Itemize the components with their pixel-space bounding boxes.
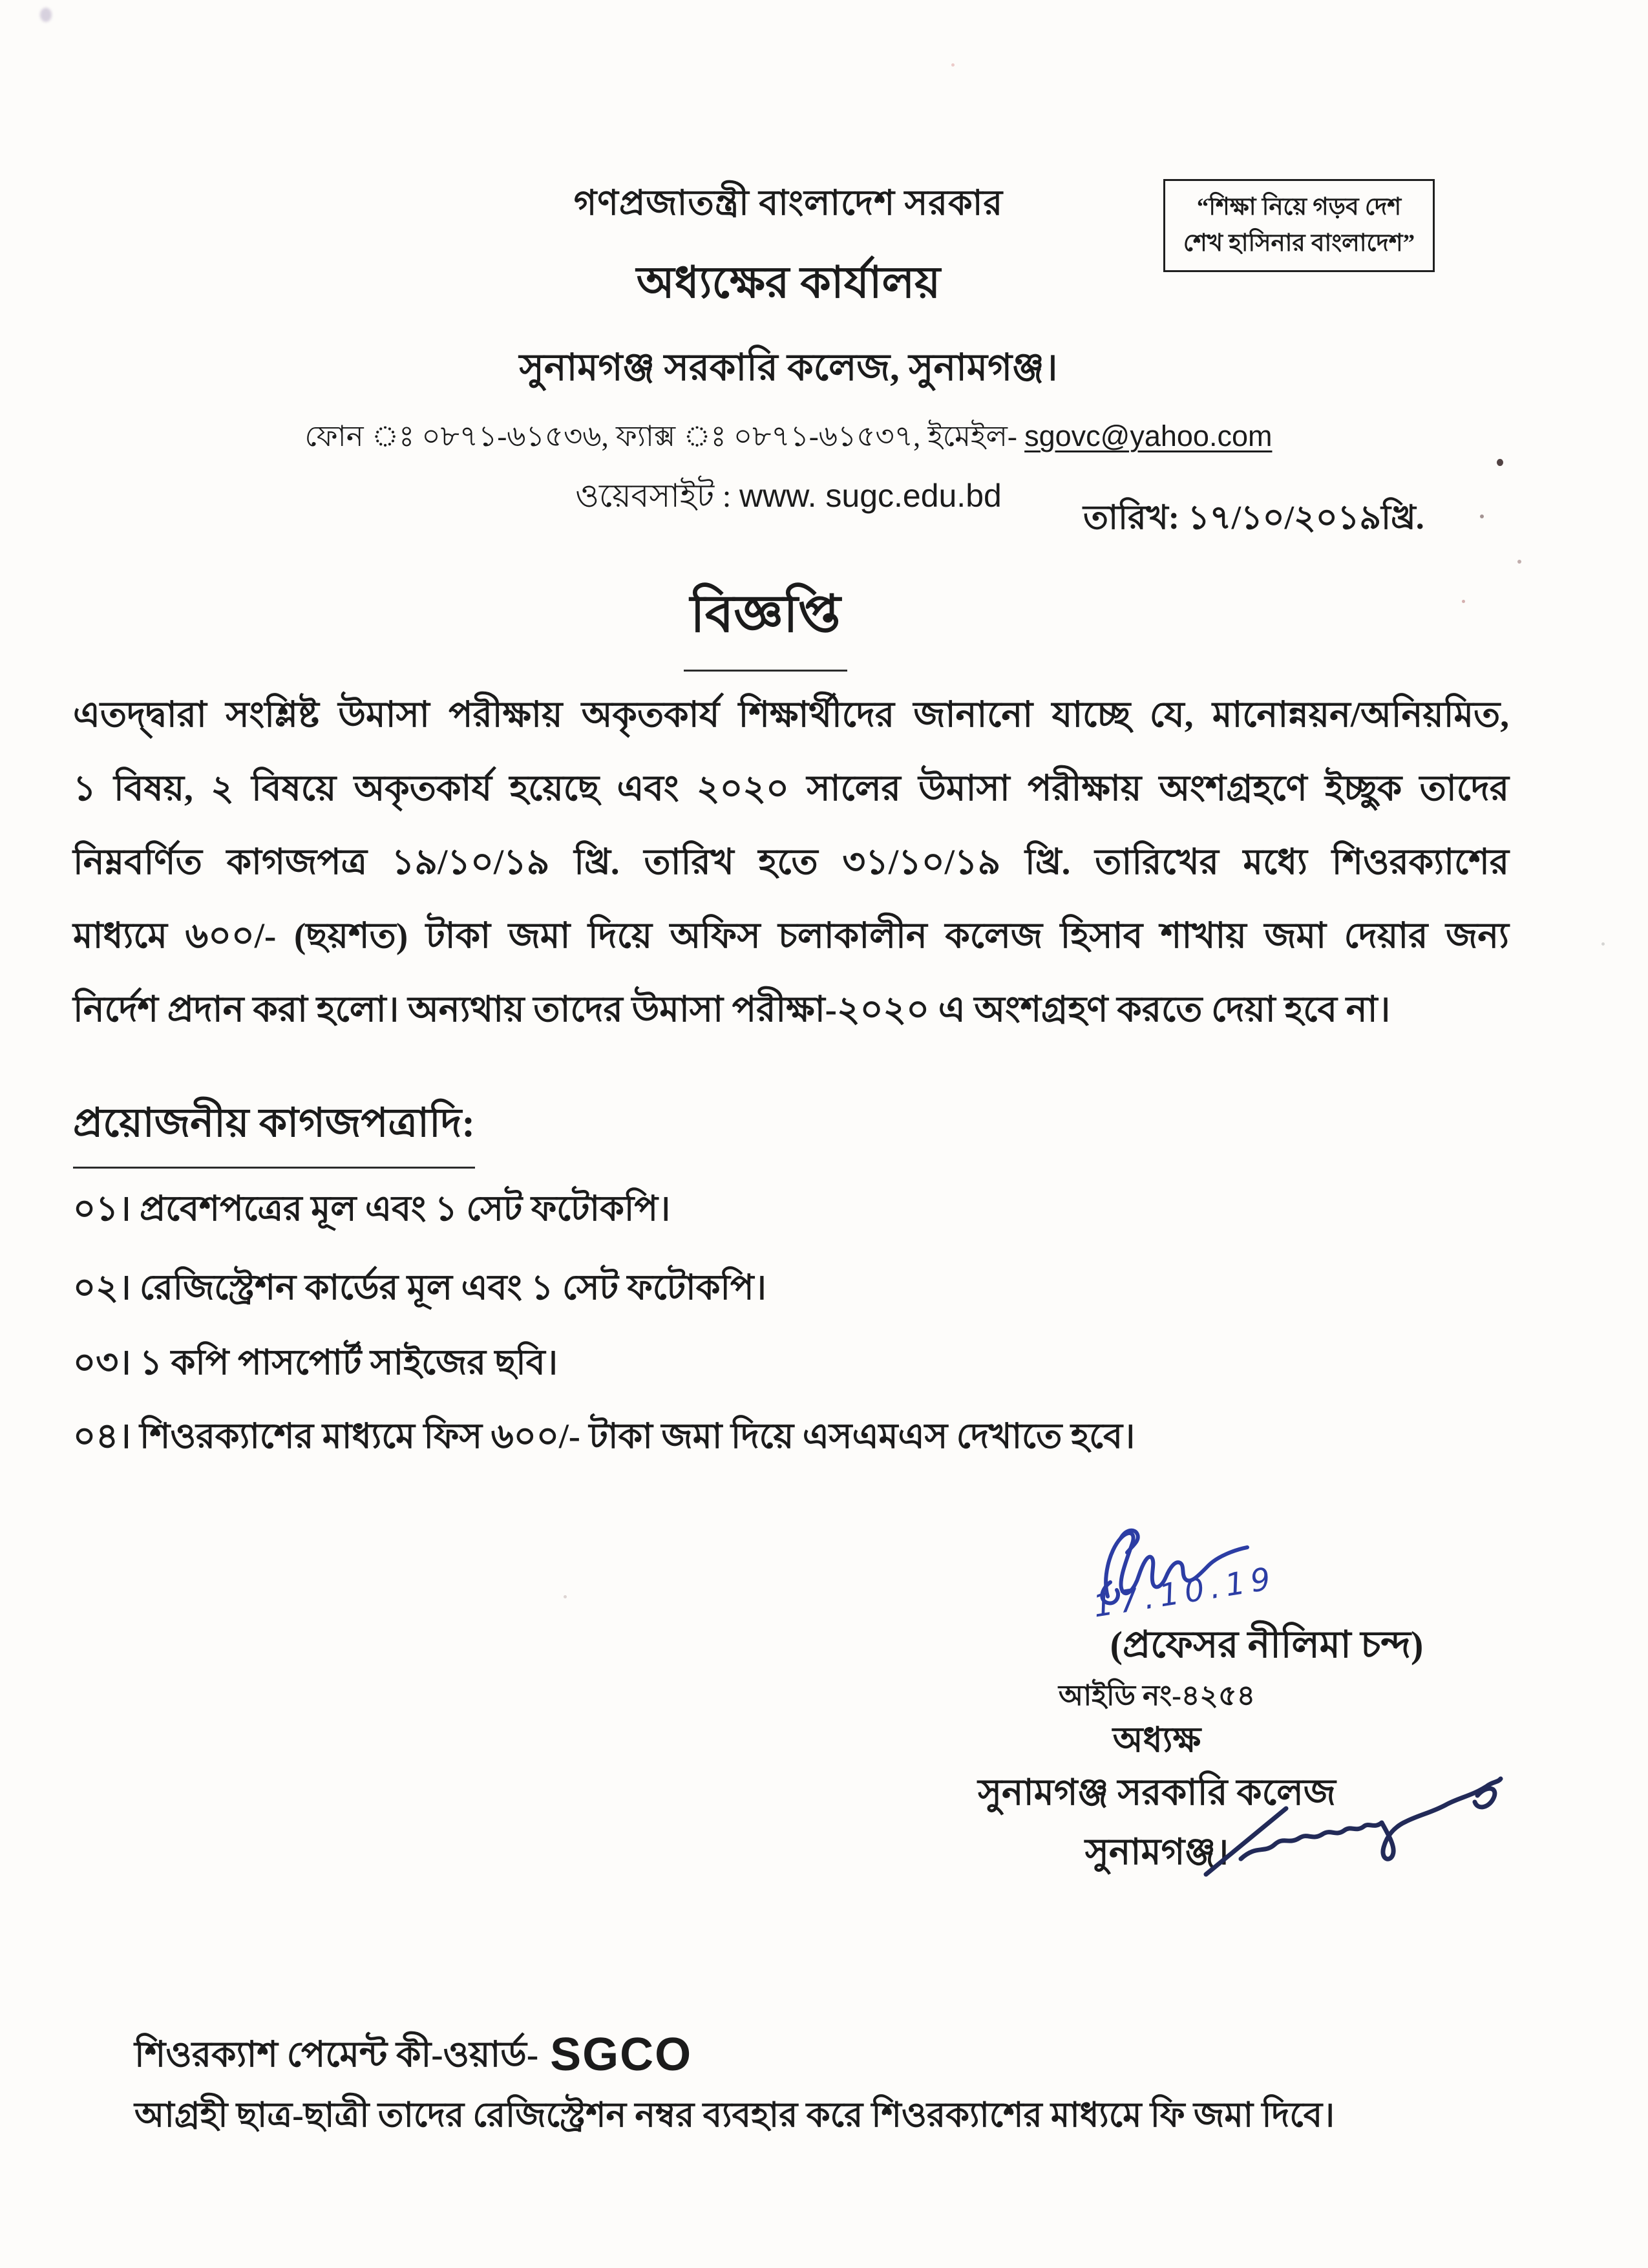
signatory-college: সুনামগঞ্জ সরকারি কলেজ <box>978 1773 1336 1813</box>
slogan-line-1: “শিক্ষা নিয়ে গড়ব দেশ <box>1196 194 1402 220</box>
notice-title: বিজ্ঞপ্তি <box>684 574 847 672</box>
signatory-name: (প্রফেসর নীলিমা চন্দ) <box>1110 1624 1424 1666</box>
signatory-id: আইডি নং-৪২৫৪ <box>1058 1680 1256 1712</box>
phone-fax-label: ফোন ঃ ০৮৭১-৬১৫৩৬, ফ্যাক্স ঃ ০৮৭১-৬১৫৩৭, ইমেইল- <box>304 420 1025 452</box>
payment-instruction: আগ্রহী ছাত্র-ছাত্রী তাদের রেজিস্ট্রেশন নম্বর ব্যবহার করে শিওরক্যাশের মাধ্যমে ফি জমা দিবে। <box>134 2097 1335 2134</box>
payment-keyword-label: শিওরক্যাশ পেমেন্ট কী-ওয়ার্ড- <box>134 2035 539 2074</box>
office-title: অধ্যক্ষের কার্যালয় <box>636 258 941 307</box>
scan-speck <box>564 1595 567 1598</box>
contact-line <box>252 414 1325 463</box>
signatory-place: সুনামগঞ্জ। <box>1084 1832 1229 1872</box>
college-name-line: সুনামগঞ্জ সরকারি কলেজ, সুনামগঞ্জ। <box>519 346 1058 388</box>
document-item-2: ০২। রেজিস্ট্রেশন কার্ডের মূল এবং ১ সেট ফটোকপি। <box>73 1268 766 1307</box>
payment-keyword-line <box>134 2027 692 2083</box>
document-item-4: ০৪। শিওরক্যাশের মাধ্যমে ফিস ৬০০/- টাকা জমা দিয়ে এসএমএস দেখাতে হবে। <box>73 1417 1136 1456</box>
signature-handwritten-date: 17.10.19 <box>1090 1560 1279 1625</box>
body-line-2: ১ বিষয়, ২ বিষয়ে অকৃতকার্য হয়েছে এবং ২০২০ সালের উমাসা পরীক্ষায় অংশগ্রহণে ইচ্ছুক তাদের <box>73 768 1509 808</box>
scan-speck <box>1517 560 1521 564</box>
secondary-signature-ink <box>1201 1768 1505 1881</box>
scan-speck <box>1462 600 1465 603</box>
scan-speck <box>1601 942 1605 946</box>
payment-keyword-value: SGCO <box>550 2029 693 2081</box>
body-line-1: এতদ্দ্বারা সংশ্লিষ্ট উমাসা পরীক্ষায় অকৃতকার্য শিক্ষার্থীদের জানানো যাচ্ছে যে, মানোন্নয়ন/অনিয়মিত, <box>73 695 1509 734</box>
document-item-1: ০১। প্রবেশপত্রের মূল এবং ১ সেট ফটোকপি। <box>73 1189 671 1228</box>
signatory-designation: অধ্যক্ষ <box>1112 1721 1201 1759</box>
documents-heading: প্রয়োজনীয় কাগজপত্রাদি: <box>73 1092 475 1169</box>
slogan-box <box>1163 179 1435 272</box>
scan-speck <box>40 8 52 22</box>
email-address: sgovc@yahoo.com <box>1024 419 1273 452</box>
body-line-5: নির্দেশ প্রদান করা হলো। অন্যথায় তাদের উমাসা পরীক্ষা-২০২০ এ অংশগ্রহণ করতে দেয়া হবে না। <box>73 990 1391 1029</box>
slogan-line-2: শেখ হাসিনার বাংলাদেশ” <box>1183 230 1415 257</box>
scan-speck <box>951 63 955 67</box>
scan-speck <box>1497 459 1503 466</box>
government-title: গণপ্রজাতন্ত্রী বাংলাদেশ সরকার <box>573 184 1004 222</box>
date-line: তারিখ: ১৭/১০/২০১৯খ্রি. <box>1083 500 1424 536</box>
document-item-3: ০৩। ১ কপি পাসপোর্ট সাইজের ছবি। <box>73 1343 558 1382</box>
notice-body <box>73 683 1509 1051</box>
scan-speck <box>1480 514 1484 518</box>
body-line-3: নিম্নবর্ণিত কাগজপত্র ১৯/১০/১৯ খ্রি. তারিখ হতে ৩১/১০/১৯ খ্রি. তারিখের মধ্যে শিওরক্যাশের <box>73 842 1509 882</box>
body-line-4: মাধ্যমে ৬০০/- (ছয়শত) টাকা জমা দিয়ে অফিস চলাকালীন কলেজ হিসাব শাখায় জমা দেয়ার জন্য <box>73 916 1509 955</box>
website-address: www. sugc.edu.bd <box>739 478 1002 514</box>
website-label: ওয়েবসাইট : <box>575 478 740 514</box>
